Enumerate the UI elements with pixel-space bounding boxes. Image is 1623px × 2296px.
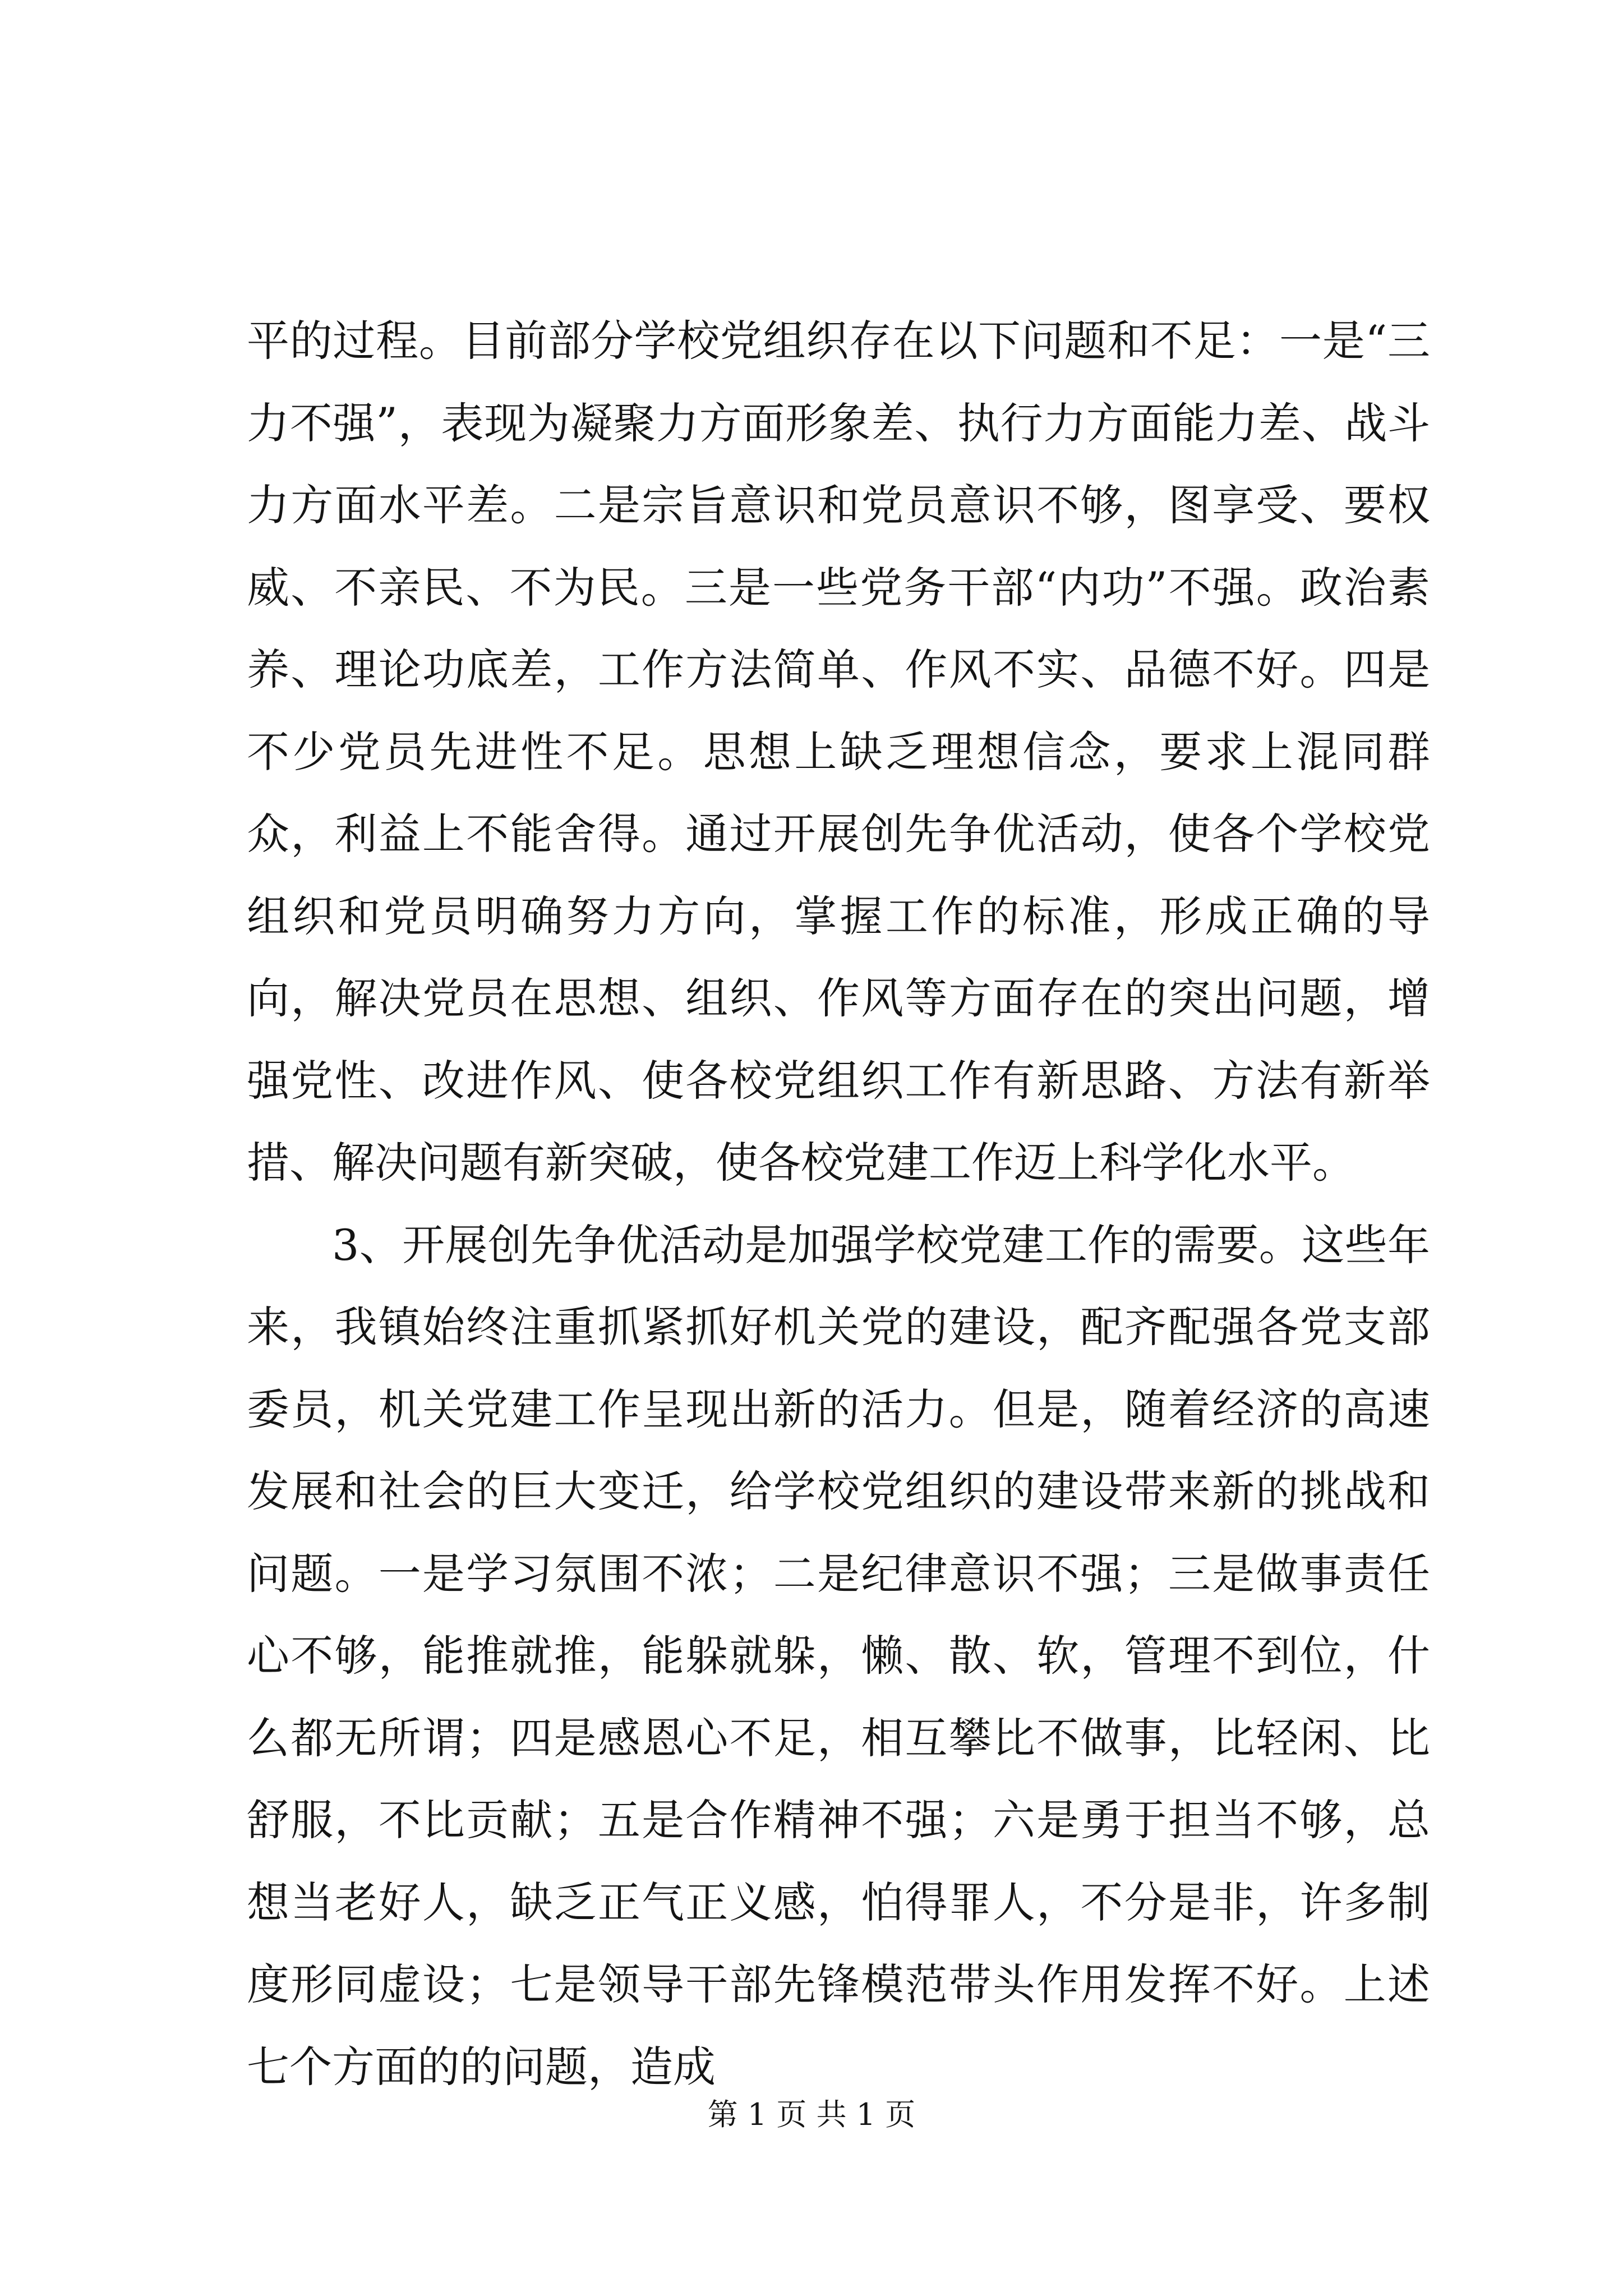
page-footer: 第 1 页 共 1 页	[707, 2097, 916, 2132]
document-body	[247, 300, 1430, 2108]
paragraph-2: 3、开展创先争优活动是加强学校党建工作的需要。这些年来，我镇始终注重抓紧抓好机关党的建设，配齐配强各党支部委员，机关党建工作呈现出新的活力。但是，随着经济的高速发展和社会的巨大变迁，给学校党组织的建设带来新的挑战和问题。一是学习氛围不浓；二是纪律意识不强；三是做事责任心不够，能推就推，能躲就躲，懒、散、软，管理不到位，什么都无所谓；四是感恩心不足，相互攀比不做事，比轻闲、比舒服，不比贡献；五是合作精神不强；六是勇于担当不够，总想当老好人，缺乏正气正义感，怕得罪人，不分是非，许多制度形同虚设；七是领导干部先锋模范带头作用发挥不好。上述七个方面的的问题，造成	[247, 1220, 1430, 2092]
paragraph-1: 平的过程。目前部分学校党组织存在以下问题和不足：一是“三力不强”，表现为凝聚力方面形象差、执行力方面能力差、战斗力方面水平差。二是宗旨意识和党员意识不够，图享受、要权威、不亲民、不为民。三是一些党务干部“内功”不强。政治素养、理论功底差，工作方法简单、作风不实、品德不好。四是不少党员先进性不足。思想上缺乏理想信念，要求上混同群众，利益上不能舍得。通过开展创先争优活动，使各个学校党组织和党员明确努力方向，掌握工作的标准，形成正确的导向，解决党员在思想、组织、作风等方面存在的突出问题，增强党性、改进作风、使各校党组织工作有新思路、方法有新举措、解决问题有新突破，使各校党建工作迈上科学化水平。	[247, 316, 1430, 1188]
